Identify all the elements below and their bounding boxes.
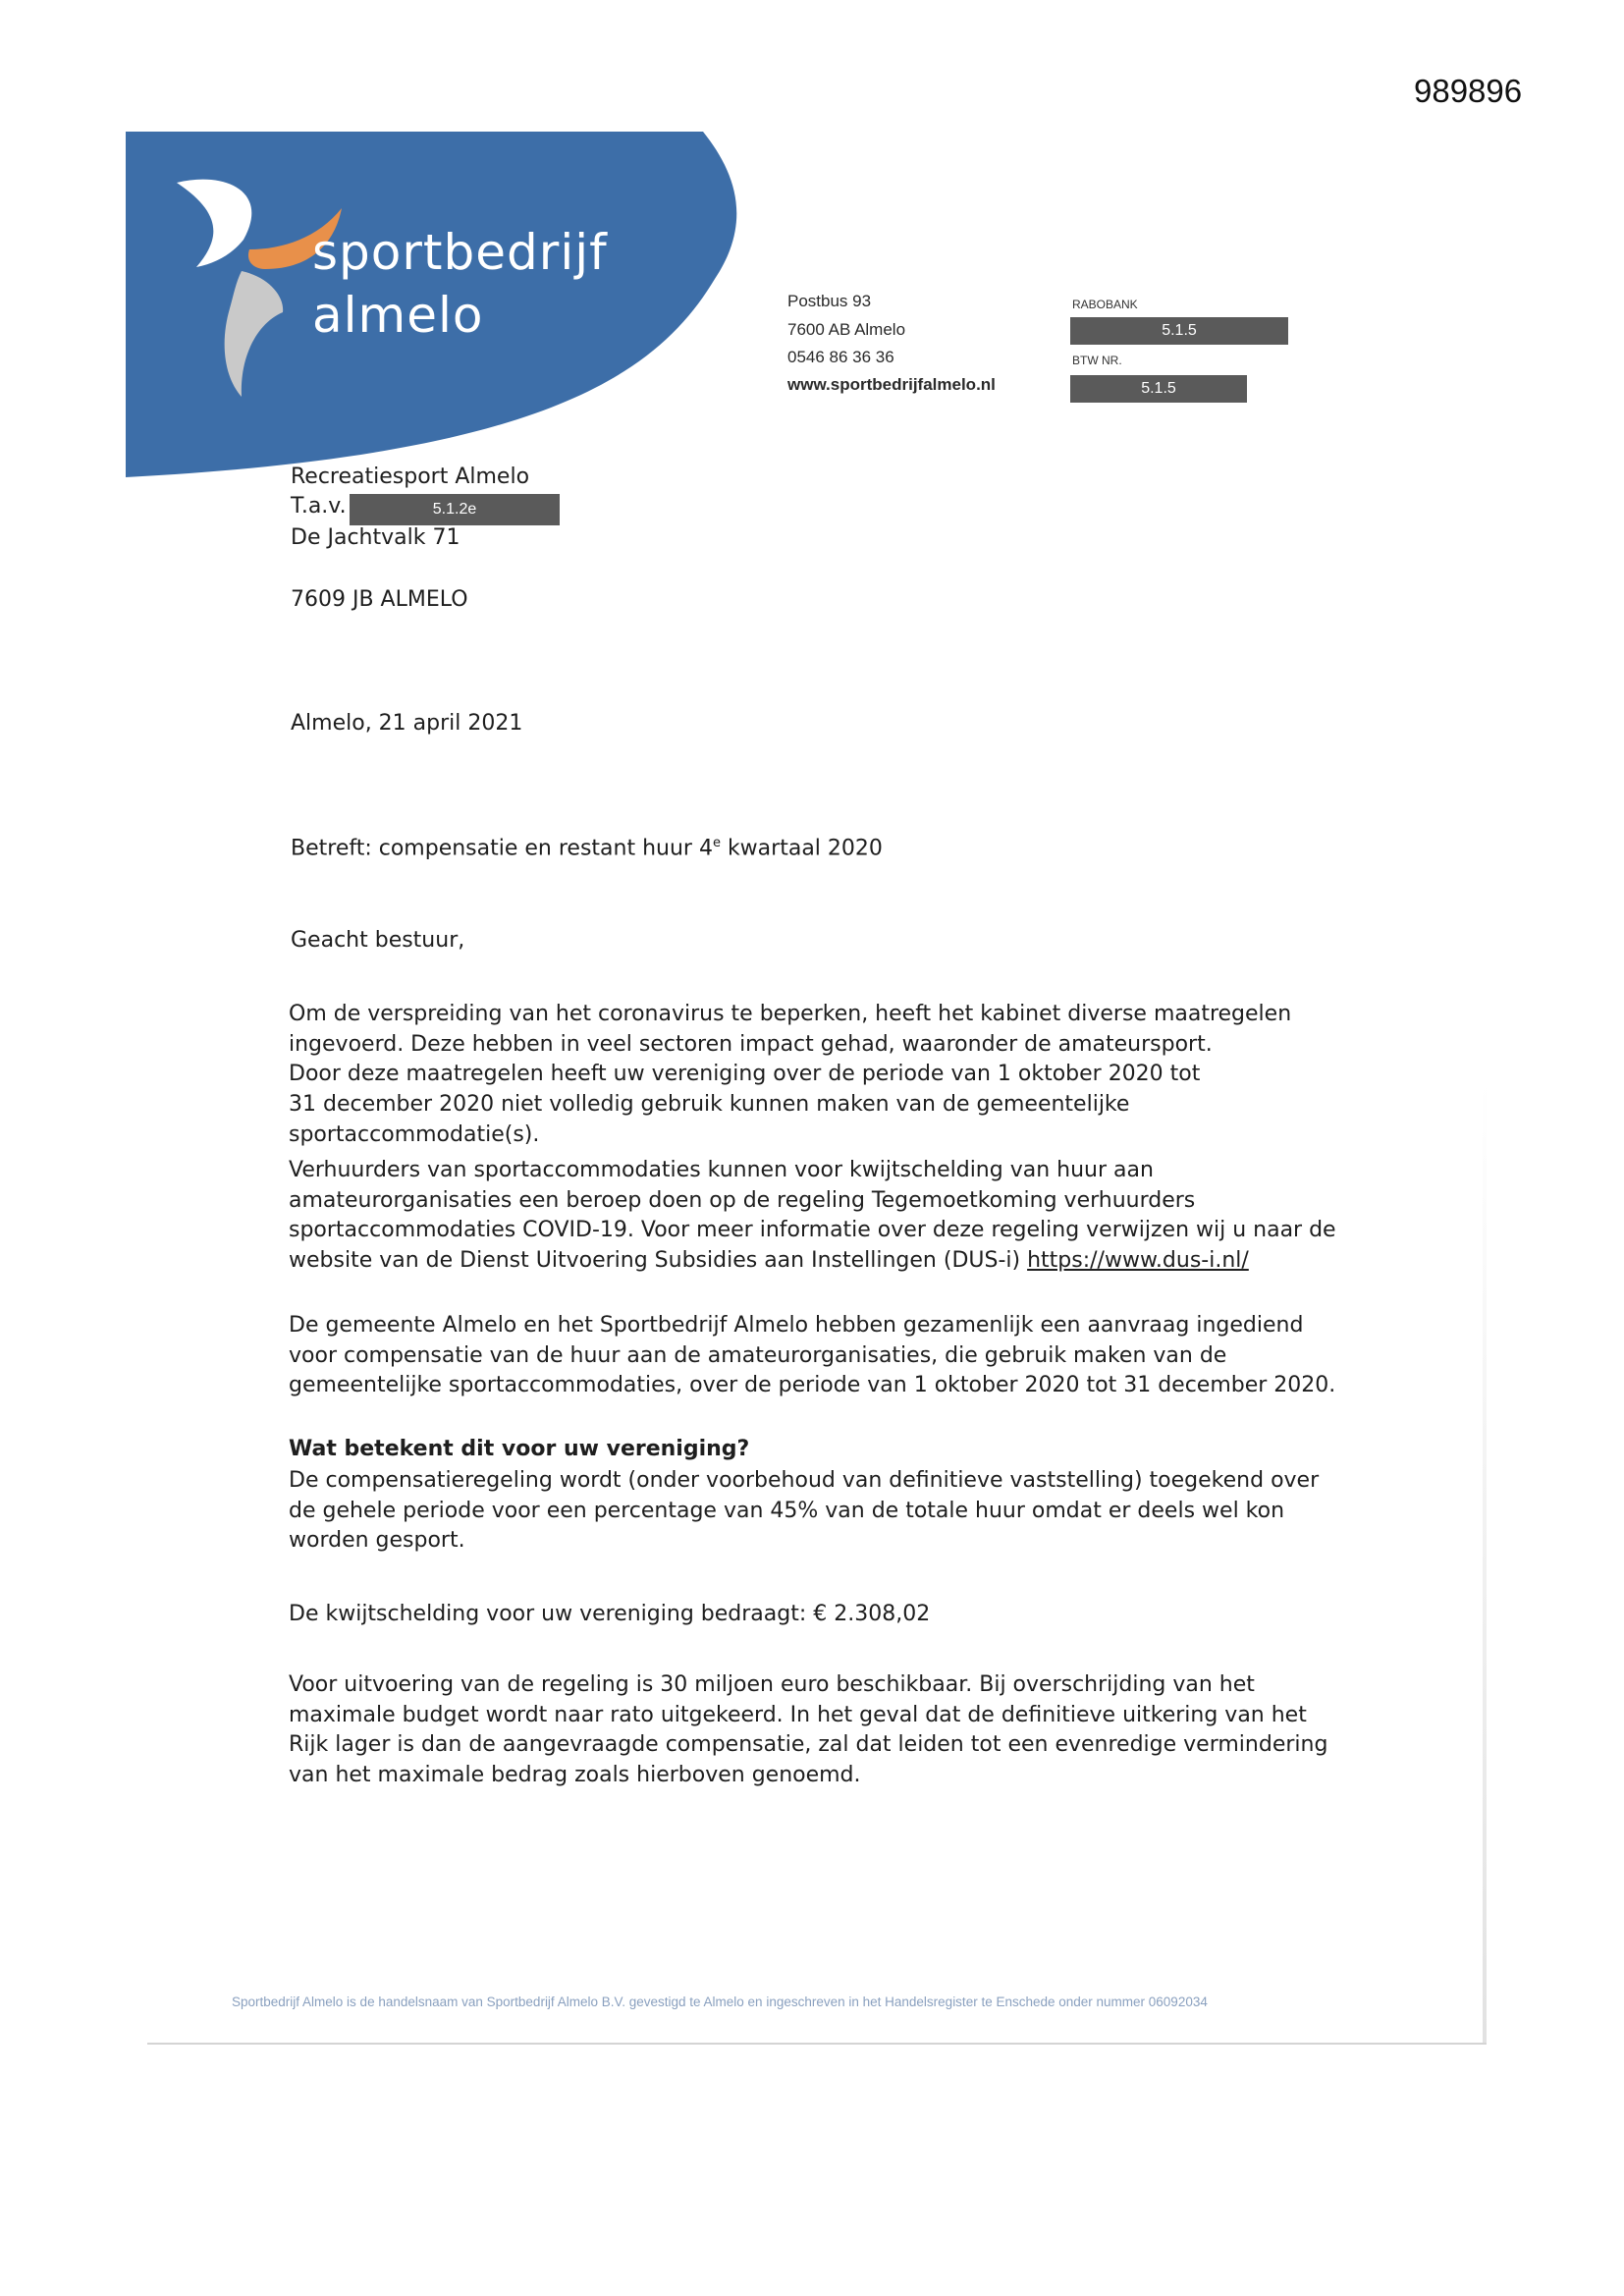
recipient-tav-redaction: 5.1.2e: [350, 494, 560, 525]
paragraph-2-text: Verhuurders van sportaccommodaties kunnen voor kwijtschelding van huur aan amateurorganisaties een beroep doen op de regeling Tegemoetkoming verhuurders sportaccommodaties COVID-19. Voor meer informatie over deze regeling verwijzen wij u naar de website van de Dienst Uitvoering Subsidies aan Instellingen (DUS-i): [289, 1158, 1336, 1273]
paragraph-4: De compensatieregeling wordt (onder voorbehoud van definitieve vaststelling) toegekend over de gehele periode voor een percentage van 45% van de totale huur omdat er deels wel kon worden gesport.: [289, 1468, 1320, 1553]
section-heading: Wat betekent dit voor uw vereniging?: [289, 1437, 750, 1461]
paragraph-6: Voor uitvoering van de regeling is 30 miljoen euro beschikbaar. Bij overschrijding van het maximale budget wordt naar rato uitgekeerd. In het geval dat de definitieve uitkering van het Rijk lager is dan de aangevraagde compensatie, zal dat leiden tot een evenredige vermindering van het maximale bedrag zoals hierboven genoemd.: [289, 1672, 1328, 1787]
subject-suffix: kwartaal 2020: [720, 836, 883, 861]
sender-postcode-city: 7600 AB Almelo: [787, 320, 906, 339]
paragraph-1b-line-1: Door deze maatregelen heeft uw vereniging over de periode van 1 oktober 2020 tot: [289, 1062, 1201, 1086]
subject-prefix: Betreft: compensatie en restant huur 4: [291, 836, 713, 861]
page-edge-shadow: [1483, 1080, 1487, 2043]
footer-divider: [147, 2043, 1487, 2045]
logo-text-sportbedrijf: sportbedrijf: [312, 224, 608, 281]
rabobank-redaction: 5.1.5: [1070, 317, 1288, 345]
salutation: Geacht bestuur,: [291, 928, 465, 953]
dus-i-link[interactable]: https://www.dus-i.nl/: [1027, 1247, 1249, 1273]
sender-website-link[interactable]: www.sportbedrijfalmelo.nl: [787, 375, 996, 394]
paragraph-3: De gemeente Almelo en het Sportbedrijf Almelo hebben gezamenlijk een aanvraag ingediend voor compensatie van de huur aan de amateurorganisaties, die gebruik maken van de gemeentelijke sportaccommodaties, over de periode van 1 oktober 2020 tot 31 december 2020.: [289, 1313, 1336, 1397]
paragraph-2: [289, 1156, 1349, 1276]
remission-amount: De kwijtschelding voor uw vereniging bedraagt: € 2.308,02: [289, 1602, 931, 1626]
document-id-number: 989896: [1414, 73, 1523, 109]
subject-superscript: e: [712, 836, 721, 850]
recipient-name: Recreatiesport Almelo: [291, 465, 530, 489]
btw-redaction: 5.1.5: [1070, 375, 1247, 403]
recipient-street: De Jachtvalk 71: [291, 525, 460, 550]
letter-subject: [291, 836, 883, 860]
paragraph-1b-line-2: 31 december 2020 niet volledig gebruik kunnen maken van de gemeentelijke sportaccommodatie(s).: [289, 1092, 1130, 1147]
paragraph-1: Om de verspreiding van het coronavirus te beperken, heeft het kabinet diverse maatregelen ingevoerd. Deze hebben in veel sectoren impact gehad, waaronder de amateursport.: [289, 1002, 1292, 1057]
rabobank-label: RABOBANK: [1072, 298, 1138, 311]
sender-postbus: Postbus 93: [787, 292, 872, 310]
recipient-postcode-city: 7609 JB ALMELO: [291, 587, 468, 612]
logo-text-almelo: almelo: [312, 287, 484, 344]
sender-phone: 0546 86 36 36: [787, 348, 894, 366]
letter-date: Almelo, 21 april 2021: [291, 711, 523, 736]
btw-label: BTW NR.: [1072, 354, 1122, 367]
footer-registration: Sportbedrijf Almelo is de handelsnaam van Sportbedrijf Almelo B.V. gevestigd te Almelo en ingeschreven in het Handelsregister te Enschede onder nummer 06092034: [232, 1995, 1208, 2009]
recipient-tav-label: T.a.v.: [291, 494, 347, 519]
